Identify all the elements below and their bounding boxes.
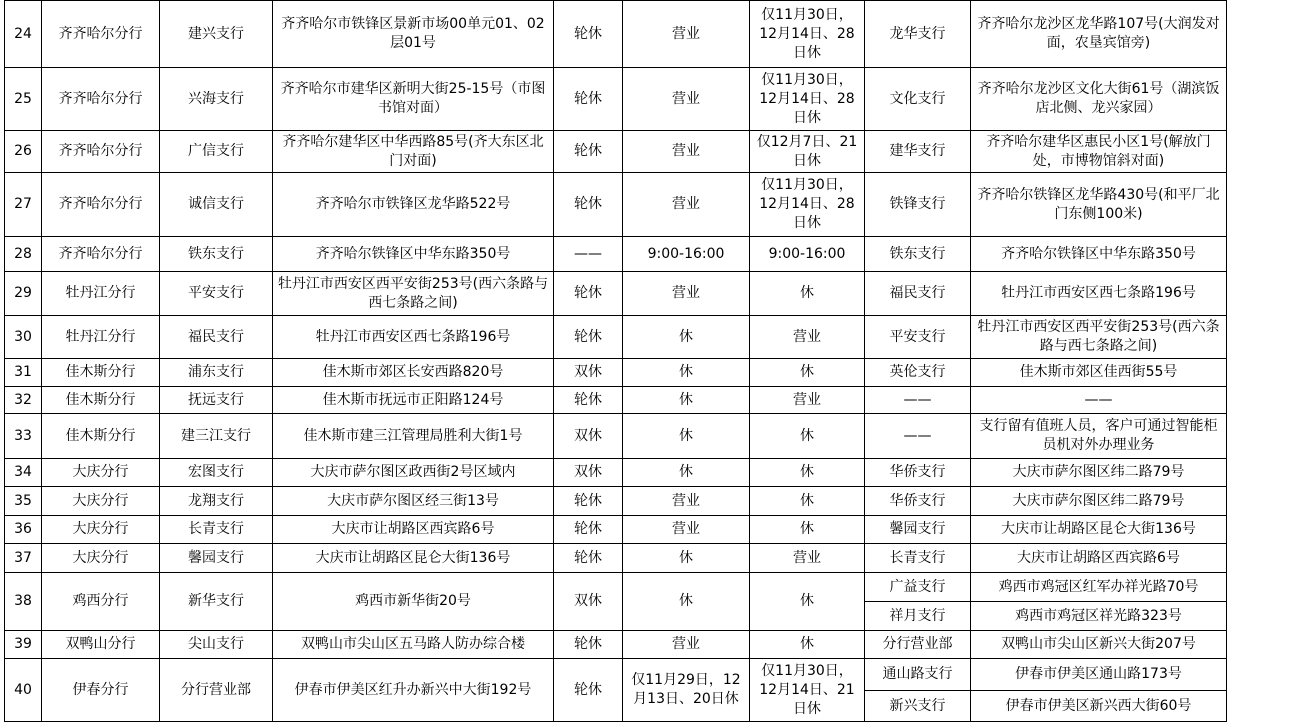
branch-address: 大庆市让胡路区昆仑大街136号 <box>273 544 554 573</box>
table-row <box>5 573 1227 602</box>
sub-branch-name: 抚远支行 <box>160 387 273 414</box>
schedule-type: 双休 <box>554 359 623 387</box>
day2-status: 营业 <box>750 316 865 359</box>
alt-branch-address: 齐齐哈尔建华区惠民小区1号(解放门处，市博物馆斜对面) <box>971 131 1227 173</box>
alt-branch-name: 通山路支行 <box>865 659 971 691</box>
alt-branch-name: 英伦支行 <box>865 359 971 387</box>
day1-status: 休 <box>623 459 750 487</box>
day2-status: 仅12月7日、21日休 <box>750 131 865 173</box>
branch-name: 佳木斯分行 <box>42 387 160 414</box>
branch-name: 大庆分行 <box>42 544 160 573</box>
row-number: 38 <box>5 573 42 631</box>
alt-branch-name: 分行营业部 <box>865 631 971 659</box>
schedule-type: 轮休 <box>554 659 623 722</box>
alt-branch-address: 牡丹江市西安区西七条路196号 <box>971 272 1227 316</box>
table-row <box>5 544 1227 573</box>
sub-branch-name: 建三江支行 <box>160 414 273 459</box>
schedule-type: 轮休 <box>554 631 623 659</box>
schedule-type: 轮休 <box>554 487 623 516</box>
alt-branch-name: —— <box>865 414 971 459</box>
alt-branch-address: 齐齐哈尔铁锋区龙华路430号(和平厂北门东侧100米) <box>971 173 1227 237</box>
table-row <box>5 359 1227 387</box>
alt-branch-name: 铁东支行 <box>865 237 971 272</box>
row-number: 32 <box>5 387 42 414</box>
day2-status: 休 <box>750 359 865 387</box>
sub-branch-name: 尖山支行 <box>160 631 273 659</box>
sub-branch-name: 长青支行 <box>160 516 273 544</box>
row-number: 37 <box>5 544 42 573</box>
table-row <box>5 459 1227 487</box>
schedule-type: 双休 <box>554 414 623 459</box>
schedule-type: 轮休 <box>554 131 623 173</box>
row-number: 28 <box>5 237 42 272</box>
branch-name: 大庆分行 <box>42 516 160 544</box>
day2-status: 营业 <box>750 387 865 414</box>
table-row <box>5 131 1227 173</box>
table-row <box>5 237 1227 272</box>
alt-branch-address: 佳木斯市郊区佳西街55号 <box>971 359 1227 387</box>
schedule-type: 轮休 <box>554 316 623 359</box>
alt-branch-address: 牡丹江市西安区西平安街253号(西六条路与西七条路之间) <box>971 316 1227 359</box>
row-number: 34 <box>5 459 42 487</box>
schedule-type: 双休 <box>554 459 623 487</box>
branch-address: 齐齐哈尔市铁锋区景新市场00单元01、02层01号 <box>273 1 554 68</box>
day1-status: 营业 <box>623 487 750 516</box>
day2-status: 休 <box>750 459 865 487</box>
branch-schedule-table <box>4 0 1227 722</box>
branch-name: 齐齐哈尔分行 <box>42 68 160 131</box>
sub-branch-name: 平安支行 <box>160 272 273 316</box>
day1-status: 休 <box>623 544 750 573</box>
sub-branch-name: 福民支行 <box>160 316 273 359</box>
branch-address: 大庆市萨尔图区政西街2号区域内 <box>273 459 554 487</box>
branch-address: 牡丹江市西安区西平安街253号(西六条路与西七条路之间) <box>273 272 554 316</box>
alt-branch-address: 大庆市萨尔图区纬二路79号 <box>971 459 1227 487</box>
branch-name: 大庆分行 <box>42 459 160 487</box>
branch-address: 佳木斯市抚远市正阳路124号 <box>273 387 554 414</box>
row-number: 26 <box>5 131 42 173</box>
row-number: 27 <box>5 173 42 237</box>
day2-status: 休 <box>750 631 865 659</box>
branch-address: 齐齐哈尔铁锋区中华东路350号 <box>273 237 554 272</box>
sub-branch-name: 宏图支行 <box>160 459 273 487</box>
table-row <box>5 387 1227 414</box>
alt-branch-name: 华侨支行 <box>865 487 971 516</box>
branch-name: 佳木斯分行 <box>42 414 160 459</box>
branch-name: 齐齐哈尔分行 <box>42 131 160 173</box>
table-row <box>5 272 1227 316</box>
alt-branch-address: 伊春市伊美区通山路173号 <box>971 659 1227 691</box>
day1-status: 营业 <box>623 1 750 68</box>
day1-status: 仅11月29日，12月13日、20日休 <box>623 659 750 722</box>
row-number: 29 <box>5 272 42 316</box>
alt-branch-name: 文化支行 <box>865 68 971 131</box>
row-number: 40 <box>5 659 42 722</box>
branch-address: 双鸭山市尖山区五马路人防办综合楼 <box>273 631 554 659</box>
day2-status: 9:00-16:00 <box>750 237 865 272</box>
branch-name: 鸡西分行 <box>42 573 160 631</box>
day1-status: 休 <box>623 414 750 459</box>
branch-address: 齐齐哈尔市铁锋区龙华路522号 <box>273 173 554 237</box>
day2-status: 休 <box>750 516 865 544</box>
alt-branch-name: 华侨支行 <box>865 459 971 487</box>
sub-branch-name: 建兴支行 <box>160 1 273 68</box>
alt-branch-name: 龙华支行 <box>865 1 971 68</box>
alt-branch-name: 长青支行 <box>865 544 971 573</box>
schedule-type: 轮休 <box>554 387 623 414</box>
alt-branch-address: 齐齐哈尔龙沙区龙华路107号(大润发对面，农垦宾馆旁) <box>971 1 1227 68</box>
branch-schedule-document <box>4 0 1227 722</box>
day1-status: 营业 <box>623 173 750 237</box>
branch-name: 齐齐哈尔分行 <box>42 1 160 68</box>
alt-branch-address: 大庆市让胡路区昆仑大街136号 <box>971 516 1227 544</box>
sub-branch-name: 分行营业部 <box>160 659 273 722</box>
alt-branch-name: —— <box>865 387 971 414</box>
branch-address: 佳木斯市建三江管理局胜利大街1号 <box>273 414 554 459</box>
branch-name: 牡丹江分行 <box>42 316 160 359</box>
day2-status: 休 <box>750 573 865 631</box>
day2-status: 仅11月30日，12月14日、28日休 <box>750 68 865 131</box>
schedule-type: —— <box>554 237 623 272</box>
table-row <box>5 631 1227 659</box>
branch-address: 佳木斯市郊区长安西路820号 <box>273 359 554 387</box>
alt-branch-address: 鸡西市鸡冠区红军办祥光路70号 <box>971 573 1227 602</box>
day1-status: 休 <box>623 573 750 631</box>
row-number: 33 <box>5 414 42 459</box>
row-number: 35 <box>5 487 42 516</box>
day1-status: 营业 <box>623 131 750 173</box>
alt-branch-address: 齐齐哈尔铁锋区中华东路350号 <box>971 237 1227 272</box>
day2-status: 仅11月30日，12月14日、28日休 <box>750 1 865 68</box>
row-number: 24 <box>5 1 42 68</box>
alt-branch-name: 平安支行 <box>865 316 971 359</box>
branch-name: 佳木斯分行 <box>42 359 160 387</box>
schedule-type: 轮休 <box>554 1 623 68</box>
alt-branch-name: 广益支行 <box>865 573 971 602</box>
branch-name: 齐齐哈尔分行 <box>42 237 160 272</box>
schedule-type: 轮休 <box>554 516 623 544</box>
sub-branch-name: 铁东支行 <box>160 237 273 272</box>
day1-status: 休 <box>623 359 750 387</box>
day1-status: 营业 <box>623 272 750 316</box>
row-number: 36 <box>5 516 42 544</box>
schedule-type: 轮休 <box>554 544 623 573</box>
sub-branch-name: 兴海支行 <box>160 68 273 131</box>
day1-status: 休 <box>623 387 750 414</box>
alt-branch-address: 双鸭山市尖山区新兴大街207号 <box>971 631 1227 659</box>
branch-address: 牡丹江市西安区西七条路196号 <box>273 316 554 359</box>
day2-status: 休 <box>750 414 865 459</box>
table-row <box>5 316 1227 359</box>
branch-name: 齐齐哈尔分行 <box>42 173 160 237</box>
sub-branch-name: 广信支行 <box>160 131 273 173</box>
day2-status: 休 <box>750 272 865 316</box>
branch-address: 大庆市让胡路区西宾路6号 <box>273 516 554 544</box>
branch-name: 大庆分行 <box>42 487 160 516</box>
branch-address: 鸡西市新华街20号 <box>273 573 554 631</box>
sub-branch-name: 龙翔支行 <box>160 487 273 516</box>
table-row <box>5 68 1227 131</box>
table-row <box>5 516 1227 544</box>
day1-status: 9:00-16:00 <box>623 237 750 272</box>
row-number: 31 <box>5 359 42 387</box>
sub-branch-name: 新华支行 <box>160 573 273 631</box>
alt-branch-name: 建华支行 <box>865 131 971 173</box>
row-number: 39 <box>5 631 42 659</box>
day2-status: 营业 <box>750 544 865 573</box>
day2-status: 休 <box>750 487 865 516</box>
alt-branch-name: 铁锋支行 <box>865 173 971 237</box>
alt-branch-name: 新兴支行 <box>865 691 971 722</box>
schedule-type: 轮休 <box>554 272 623 316</box>
branch-name: 双鸭山分行 <box>42 631 160 659</box>
schedule-type: 轮休 <box>554 173 623 237</box>
table-row <box>5 659 1227 691</box>
alt-branch-name: 馨园支行 <box>865 516 971 544</box>
sub-branch-name: 馨园支行 <box>160 544 273 573</box>
alt-branch-address: —— <box>971 387 1227 414</box>
day2-status: 仅11月30日，12月14日、28日休 <box>750 173 865 237</box>
alt-branch-name: 祥月支行 <box>865 602 971 631</box>
table-row <box>5 1 1227 68</box>
alt-branch-name: 福民支行 <box>865 272 971 316</box>
schedule-type: 轮休 <box>554 68 623 131</box>
sub-branch-name: 诚信支行 <box>160 173 273 237</box>
day2-status: 仅11月30日，12月14日、21日休 <box>750 659 865 722</box>
branch-address: 大庆市萨尔图区经三街13号 <box>273 487 554 516</box>
day1-status: 休 <box>623 316 750 359</box>
branch-name: 牡丹江分行 <box>42 272 160 316</box>
day1-status: 营业 <box>623 631 750 659</box>
alt-branch-address: 伊春市伊美区新兴西大街60号 <box>971 691 1227 722</box>
row-number: 25 <box>5 68 42 131</box>
alt-branch-address: 支行留有值班人员，客户可通过智能柜员机对外办理业务 <box>971 414 1227 459</box>
branch-address: 齐齐哈尔市建华区新明大街25-15号（市图书馆对面） <box>273 68 554 131</box>
day1-status: 营业 <box>623 68 750 131</box>
branch-address: 齐齐哈尔建华区中华西路85号(齐大东区北门对面) <box>273 131 554 173</box>
day1-status: 营业 <box>623 516 750 544</box>
alt-branch-address: 齐齐哈尔龙沙区文化大街61号（湖滨饭店北侧、龙兴家园） <box>971 68 1227 131</box>
alt-branch-address: 鸡西市鸡冠区祥光路323号 <box>971 602 1227 631</box>
branch-address: 伊春市伊美区红升办新兴中大街192号 <box>273 659 554 722</box>
alt-branch-address: 大庆市萨尔图区纬二路79号 <box>971 487 1227 516</box>
table-row <box>5 487 1227 516</box>
branch-name: 伊春分行 <box>42 659 160 722</box>
alt-branch-address: 大庆市让胡路区西宾路6号 <box>971 544 1227 573</box>
sub-branch-name: 浦东支行 <box>160 359 273 387</box>
row-number: 30 <box>5 316 42 359</box>
schedule-type: 双休 <box>554 573 623 631</box>
table-row <box>5 414 1227 459</box>
table-row <box>5 173 1227 237</box>
